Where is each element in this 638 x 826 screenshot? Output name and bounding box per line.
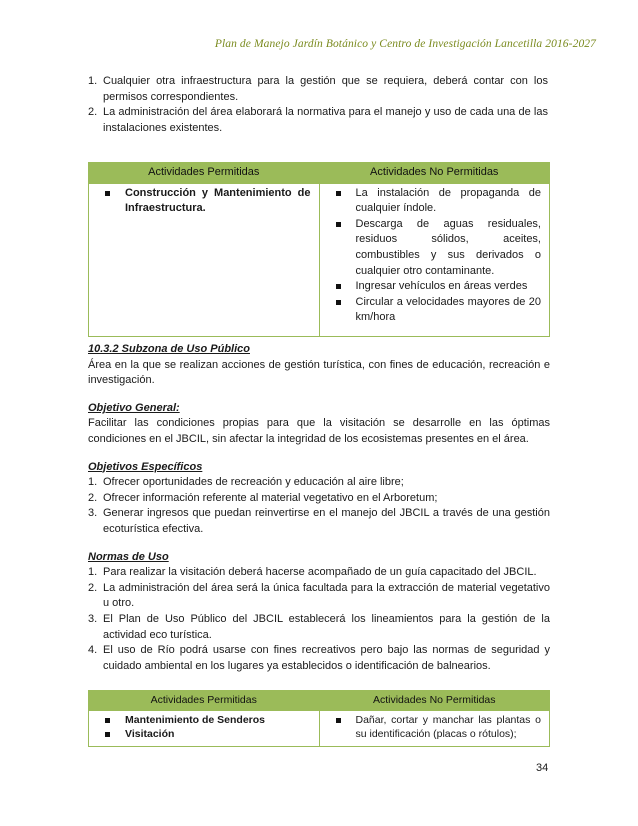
intro-list [88,74,548,136]
list-item: 3. Generar ingresos que puedan reinvertirse en el manejo del JBCIL a través de una gestión ecoturística efectiva. [88,507,550,535]
list-text: La administración del área elaborará la normativa para el manejo y uso de cada una de las instalaciones existentes. [103,106,548,134]
list-text: Cualquier otra infraestructura para la gestión que se requiera, deberá contar con los permisos correspondientes. [103,75,548,103]
list-item [88,74,548,105]
bullet-icon [105,191,110,196]
list-number: 1. [88,75,98,87]
not-permitted-cell [319,183,550,336]
not-permitted-cell [319,710,550,746]
header-permitted: Actividades Permitidas [89,691,320,711]
bullet-icon [336,191,341,196]
list-item: Mantenimiento de Senderos [97,713,311,728]
list-item: Descarga de aguas residuales, residuos sólidos, aceites, combustibles y sus derivados o cualquier otro contaminante. [328,217,542,279]
bullet-icon [336,718,341,723]
list-item: Dañar, cortar y manchar las plantas o su identificación (placas o rótulos); [328,713,542,742]
list-item: Ingresar vehículos en áreas verdes [328,279,542,295]
bullet-icon [336,300,341,305]
bullet-icon [336,284,341,289]
list-item: 2. Ofrecer información referente al material vegetativo en el Arboretum; [88,491,438,504]
objectives-specific-title: Objetivos Específicos [88,460,203,473]
list-item: Circular a velocidades mayores de 20 km/hora [328,295,542,326]
activities-table-1 [88,162,550,337]
bullet-icon [336,222,341,227]
bullet-icon [105,732,110,737]
section-description: Área en la que se realizan acciones de gestión turística, con fines de educación, recreación e investigación. [88,358,550,387]
list-number: 2. [88,106,98,119]
list-item: Visitación [97,727,311,742]
permitted-cell [89,183,320,336]
list-item: 1. Ofrecer oportunidades de recreación y educación al aire libre; [88,476,404,489]
objective-general-text: Facilitar las condiciones propias para que la visitación se desarrolle en las óptimas condiciones en el JBCIL, sin afectar la integridad de los ecosistemas presentes en el área. [88,417,550,445]
section-title: 10.3.2 Subzona de Uso Público [88,343,250,355]
objective-general-title: Objetivo General: [88,401,180,414]
list-item: 1. Para realizar la visitación deberá hacerse acompañado de un guía capacitado del JBCIL. [88,566,537,579]
list-item: Construcción y Mantenimiento de Infraestructura. [97,186,311,217]
page-number: 34 [536,762,549,774]
header-not-permitted: Actividades No Permitidas [319,163,550,184]
list-item: La instalación de propaganda de cualquier índole. [328,186,542,217]
header-permitted: Actividades Permitidas [89,163,320,184]
page-header: Plan de Manejo Jardín Botánico y Centro de Investigación Lancetilla 2016-2027 [214,38,596,50]
norms-title: Normas de Uso [88,550,169,563]
list-item: 4. El uso de Río podrá usarse con fines recreativos pero bajo las normas de seguridad y cuidado ambiental en los lugares ya establecidos o identificación de balnearios. [88,644,550,672]
list-item [88,105,548,136]
activities-table-2 [88,690,550,747]
bullet-icon [105,718,110,723]
list-item: 2. La administración del área será la única facultada para la extracción de material vegetativo u otro. [88,581,550,610]
permitted-cell [89,710,320,746]
section-uso-publico [88,342,550,674]
header-not-permitted: Actividades No Permitidas [319,691,550,711]
list-item: 3. El Plan de Uso Público del JBCIL establecerá los lineamientos para la gestión de la actividad eco turística. [88,612,550,641]
